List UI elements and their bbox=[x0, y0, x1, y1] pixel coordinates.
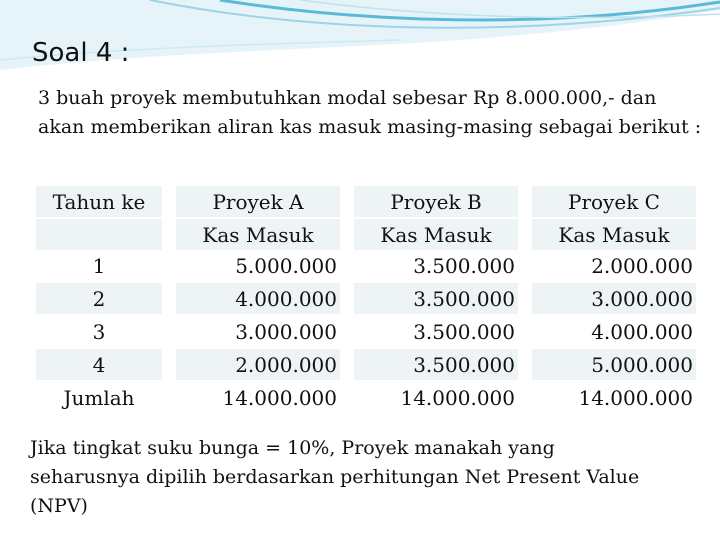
table-header-row bbox=[36, 186, 696, 218]
project-c-cell: 5.000.000 bbox=[532, 348, 696, 381]
table-subheader-row bbox=[36, 218, 696, 250]
total-row bbox=[36, 381, 696, 413]
total-label: Jumlah bbox=[63, 385, 135, 410]
project-a-cell: 2.000.000 bbox=[176, 348, 340, 381]
year-cell: 1 bbox=[36, 250, 162, 282]
project-c-subheader: Kas Masuk bbox=[532, 218, 696, 250]
project-c-cell: 3.000.000 bbox=[532, 282, 696, 315]
table-row bbox=[36, 315, 696, 348]
year-cell: 3 bbox=[36, 315, 162, 348]
project-b-cell: 3.500.000 bbox=[354, 282, 518, 315]
year-header: Tahun ke bbox=[36, 186, 162, 218]
project-a-total: 14.000.000 bbox=[222, 385, 337, 410]
project-c-header: Proyek C bbox=[532, 186, 696, 218]
project-a-header: Proyek A bbox=[176, 186, 340, 218]
cash-flow-table bbox=[36, 186, 696, 413]
slide-title: Soal 4 : bbox=[32, 38, 130, 68]
project-c-cell: 4.000.000 bbox=[532, 315, 696, 348]
project-b-subheader: Kas Masuk bbox=[354, 218, 518, 250]
project-b-cell: 3.500.000 bbox=[354, 315, 518, 348]
project-a-cell: 4.000.000 bbox=[176, 282, 340, 315]
project-b-cell: 3.500.000 bbox=[354, 250, 518, 282]
table-row bbox=[36, 250, 696, 282]
project-c-total: 14.000.000 bbox=[578, 385, 693, 410]
question-text: Jika tingkat suku bunga = 10%, Proyek manakah yang seharusnya dipilih berdasarkan perhitungan Net Present Value (NPV) bbox=[30, 437, 640, 517]
table-row bbox=[36, 282, 696, 315]
project-a-subheader: Kas Masuk bbox=[176, 218, 340, 250]
project-b-cell: 3.500.000 bbox=[354, 348, 518, 381]
year-cell: 2 bbox=[36, 282, 162, 315]
project-a-cell: 3.000.000 bbox=[176, 315, 340, 348]
year-cell: 4 bbox=[36, 348, 162, 381]
project-b-header: Proyek B bbox=[354, 186, 518, 218]
project-b-total: 14.000.000 bbox=[400, 385, 515, 410]
project-a-cell: 5.000.000 bbox=[176, 250, 340, 282]
problem-statement: 3 buah proyek membutuhkan modal sebesar Rp 8.000.000,- dan akan memberikan aliran kas masuk masing-masing sebagai berikut : bbox=[38, 87, 702, 138]
table-row bbox=[36, 348, 696, 381]
project-c-cell: 2.000.000 bbox=[532, 250, 696, 282]
